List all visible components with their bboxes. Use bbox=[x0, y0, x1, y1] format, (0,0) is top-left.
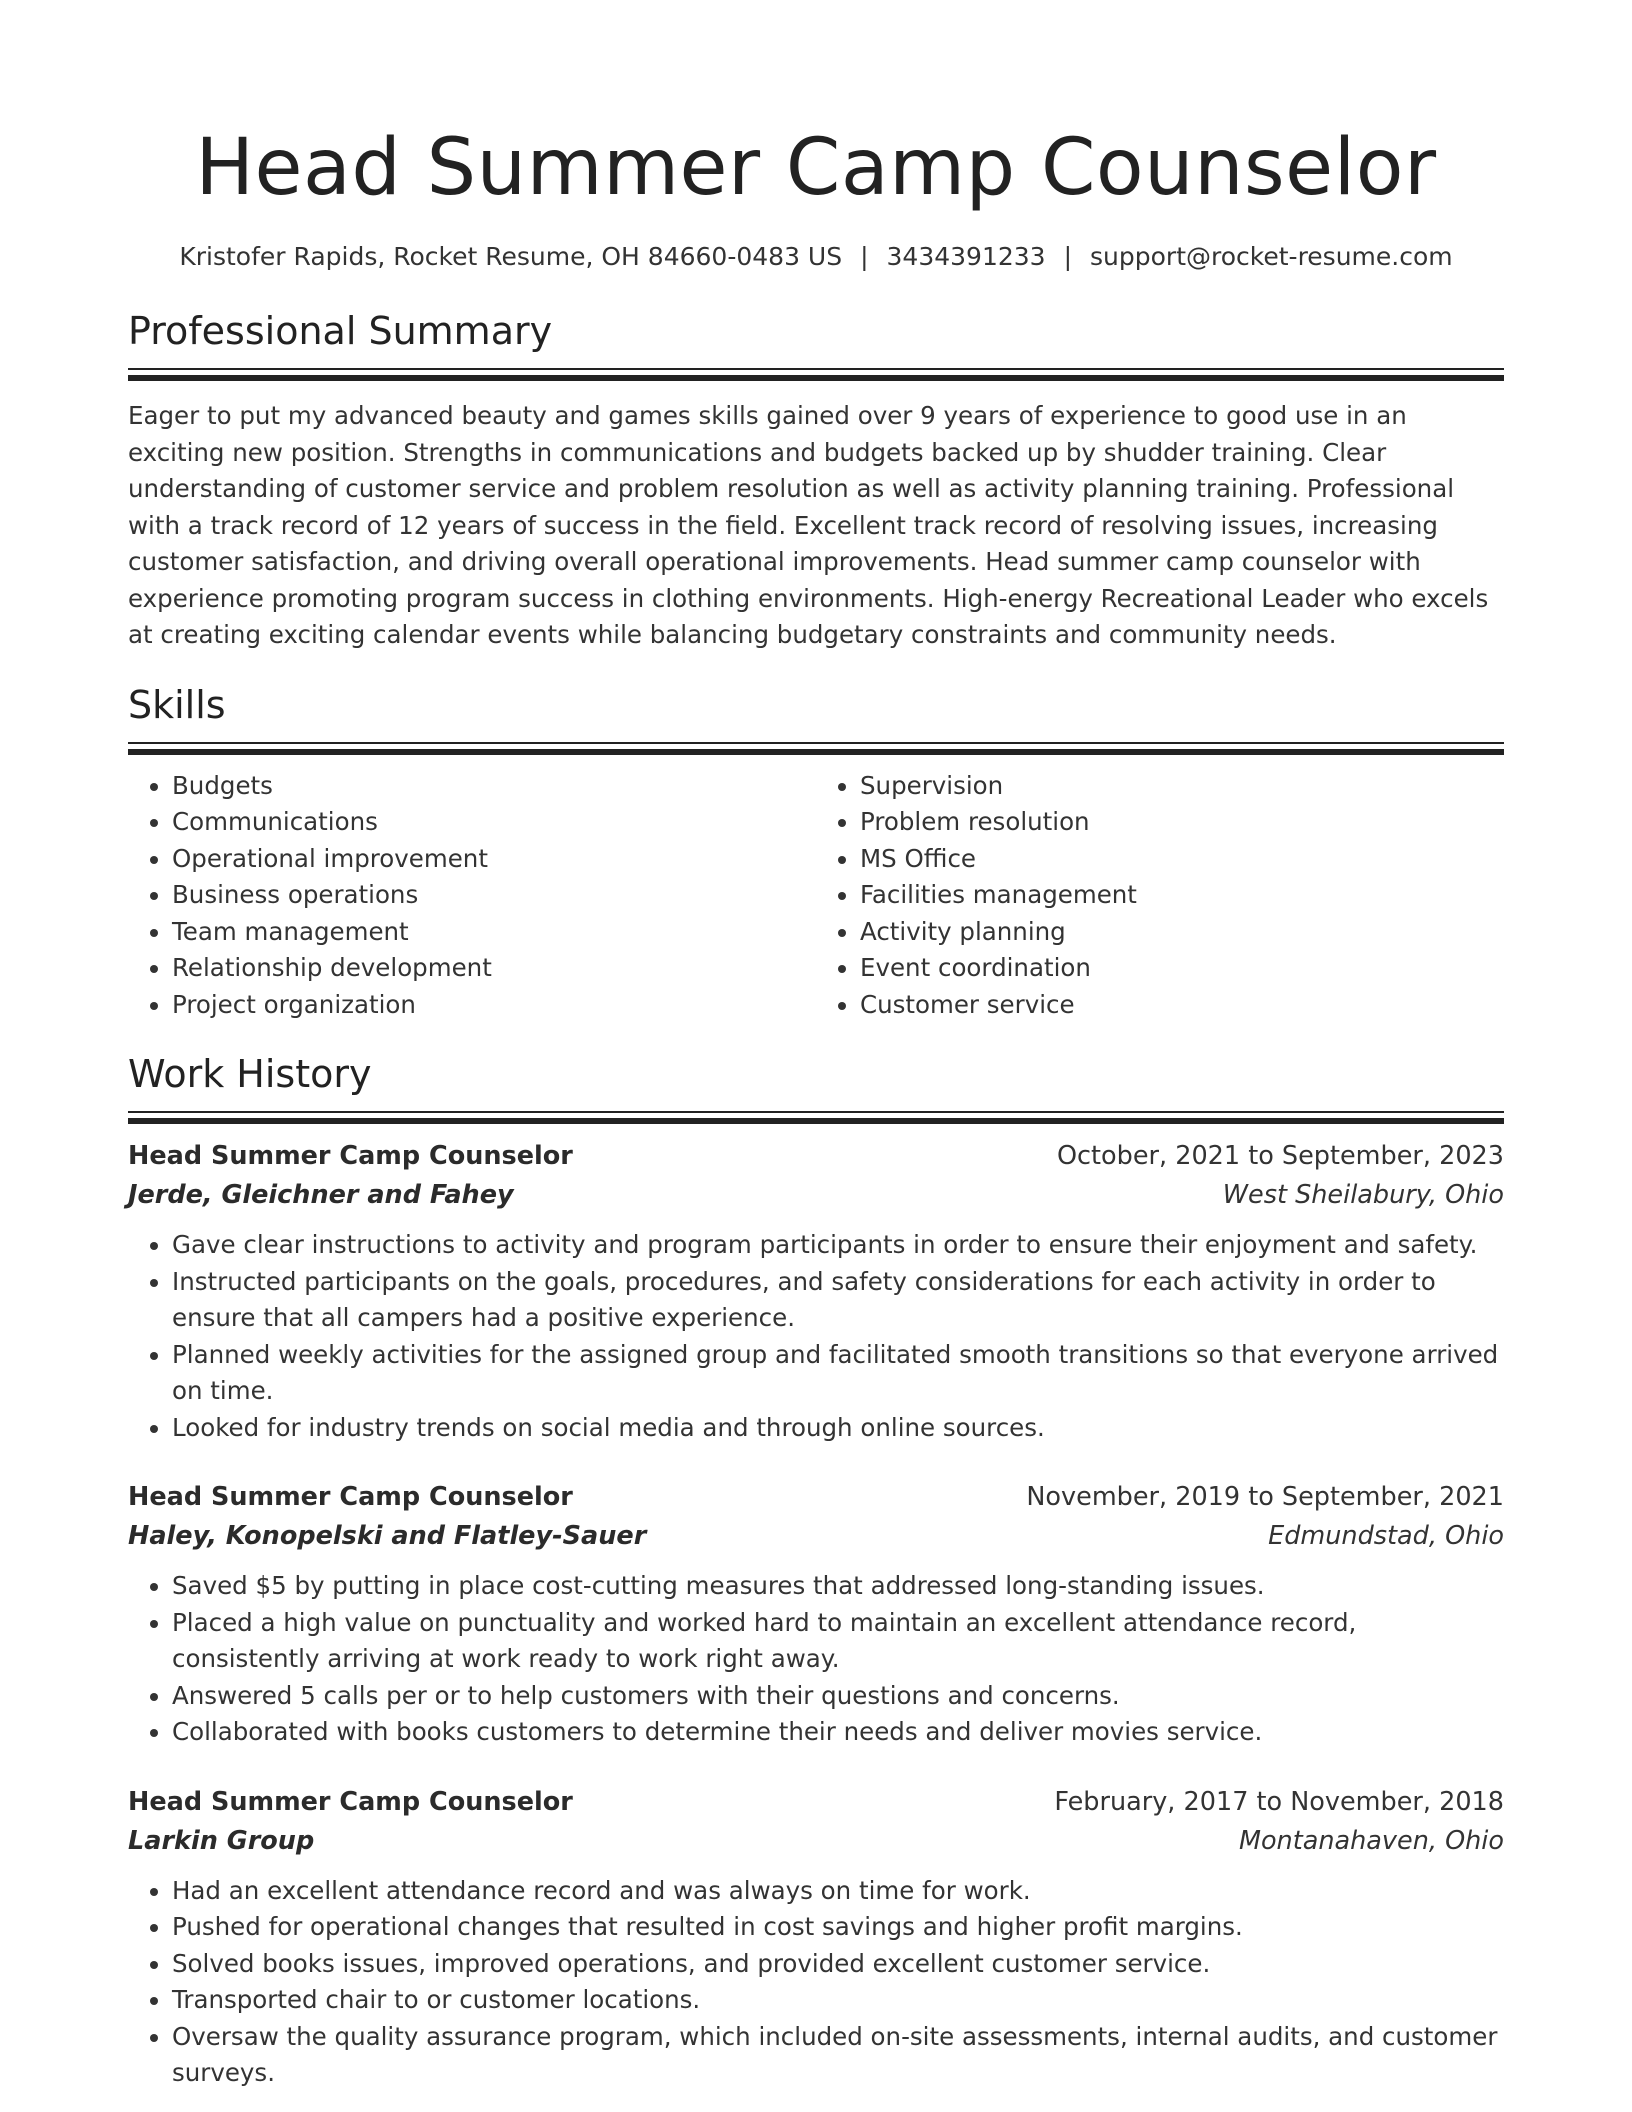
skills-section bbox=[128, 682, 1504, 1024]
job-location: West Sheilabury, Ohio bbox=[1222, 1180, 1504, 1210]
section-divider bbox=[128, 1111, 1504, 1125]
job-dates: November, 2019 to September, 2021 bbox=[1026, 1482, 1504, 1512]
job-bullet: • Saved $5 by putting in place cost-cutting measures that addressed long-standing issues. bbox=[172, 1568, 1504, 1605]
job-title: Head Summer Camp Counselor bbox=[128, 1482, 573, 1512]
contact-phone: 3434391233 bbox=[886, 242, 1046, 271]
skill-item: • Communications bbox=[172, 804, 816, 841]
job-entry bbox=[128, 1478, 1504, 1751]
job-bullet: • Collaborated with books customers to determine their needs and deliver movies service. bbox=[172, 1714, 1504, 1751]
contact-address: Kristofer Rapids, Rocket Resume, OH 84660-0483 US bbox=[179, 242, 843, 271]
job-bullet: • Answered 5 calls per or to help customers with their questions and concerns. bbox=[172, 1678, 1504, 1715]
work-heading: Work History bbox=[128, 1052, 372, 1096]
job-location: Montanahaven, Ohio bbox=[1238, 1825, 1504, 1856]
job-bullet: • Transported chair to or customer locations. bbox=[172, 1982, 1504, 2019]
contact-separator: | bbox=[1063, 242, 1073, 271]
job-company: Larkin Group bbox=[128, 1825, 315, 1856]
skill-item: • Project organization bbox=[172, 987, 816, 1024]
summary-section bbox=[128, 308, 1504, 654]
skill-item: • Relationship development bbox=[172, 950, 816, 987]
job-bullets bbox=[128, 1873, 1504, 2092]
section-divider bbox=[128, 368, 1504, 382]
skill-item: • Supervision bbox=[860, 768, 1504, 805]
skill-item: • Customer service bbox=[860, 987, 1504, 1024]
job-bullet: • Oversaw the quality assurance program, which included on-site assessments, internal audits, and customer surveys. bbox=[172, 2019, 1504, 2092]
job-company: Jerde, Gleichner and Fahey bbox=[128, 1180, 514, 1210]
job-bullet: • Had an excellent attendance record and was always on time for work. bbox=[172, 1873, 1504, 1910]
job-dates: October, 2021 to September, 2023 bbox=[1056, 1141, 1504, 1171]
job-location: Edmundstad, Ohio bbox=[1268, 1521, 1504, 1551]
job-title: Head Summer Camp Counselor bbox=[128, 1141, 573, 1171]
job-entry bbox=[128, 1783, 1504, 2092]
skills-heading: Skills bbox=[128, 682, 226, 727]
skill-item: • Problem resolution bbox=[860, 804, 1504, 841]
job-subheader bbox=[128, 1175, 1504, 1215]
job-bullet: • Instructed participants on the goals, procedures, and safety considerations for each activity in order to ensure that all campers had a positive experience. bbox=[172, 1264, 1504, 1337]
section-divider bbox=[128, 742, 1504, 756]
contact-line bbox=[128, 240, 1504, 274]
summary-text: Eager to put my advanced beauty and games skills gained over 9 years of experience to good use in an exciting new position. Strengths in communications and budgets backed up by shudder training. Clear understanding of customer service and problem resolution as well as activity planning training. Professional with a track record of 12 years of success in the field. Excellent track record of resolving issues, increasing customer satisfaction, and driving overall operational improvements. Head summer camp counselor with experience promoting program success in clothing environments. High-energy Recreational Leader who excels at creating exciting calendar events while balancing budgetary constraints and community needs. bbox=[128, 401, 1489, 649]
job-dates: February, 2017 to November, 2018 bbox=[1054, 1786, 1504, 1817]
job-bullet: • Planned weekly activities for the assigned group and facilitated smooth transitions so that everyone arrived on time. bbox=[172, 1337, 1504, 1410]
skill-item: • Budgets bbox=[172, 768, 816, 805]
skills-columns bbox=[128, 768, 1504, 1024]
job-entry bbox=[128, 1137, 1504, 1446]
skill-item: • Facilities management bbox=[860, 877, 1504, 914]
job-bullets bbox=[128, 1227, 1504, 1446]
skills-list-left bbox=[128, 768, 816, 1024]
job-subheader bbox=[128, 1516, 1504, 1556]
job-header bbox=[128, 1783, 1504, 1821]
contact-separator: | bbox=[860, 242, 869, 271]
job-bullet: • Looked for industry trends on social media and through online sources. bbox=[172, 1410, 1504, 1447]
job-title: Head Summer Camp Counselor bbox=[128, 1786, 573, 1817]
job-bullets bbox=[128, 1568, 1504, 1751]
work-section bbox=[128, 1051, 1504, 2092]
skill-item: • MS Office bbox=[860, 841, 1504, 878]
resume-content bbox=[128, 0, 1504, 2092]
job-header bbox=[128, 1478, 1504, 1516]
skill-item: • Team management bbox=[172, 914, 816, 951]
job-subheader bbox=[128, 1821, 1504, 1861]
job-bullet: • Gave clear instructions to activity and program participants in order to ensure their enjoyment and safety. bbox=[172, 1227, 1504, 1264]
job-bullet: • Pushed for operational changes that resulted in cost savings and higher profit margins. bbox=[172, 1909, 1504, 1946]
contact-email[interactable]: support@rocket-resume.com bbox=[1090, 242, 1453, 271]
resume-title: Head Summer Camp Counselor bbox=[195, 123, 1437, 213]
skill-item: • Event coordination bbox=[860, 950, 1504, 987]
skill-item: • Business operations bbox=[172, 877, 816, 914]
skill-item: • Operational improvement bbox=[172, 841, 816, 878]
job-header bbox=[128, 1137, 1504, 1175]
summary-heading: Professional Summary bbox=[128, 309, 553, 353]
job-bullet: • Solved books issues, improved operations, and provided excellent customer service. bbox=[172, 1946, 1504, 1983]
job-company: Haley, Konopelski and Flatley-Sauer bbox=[128, 1521, 647, 1551]
skill-item: • Activity planning bbox=[860, 914, 1504, 951]
job-bullet: • Placed a high value on punctuality and worked hard to maintain an excellent attendance record, consistently arriving at work ready to work right away. bbox=[172, 1605, 1504, 1678]
skills-list-right bbox=[816, 768, 1504, 1024]
